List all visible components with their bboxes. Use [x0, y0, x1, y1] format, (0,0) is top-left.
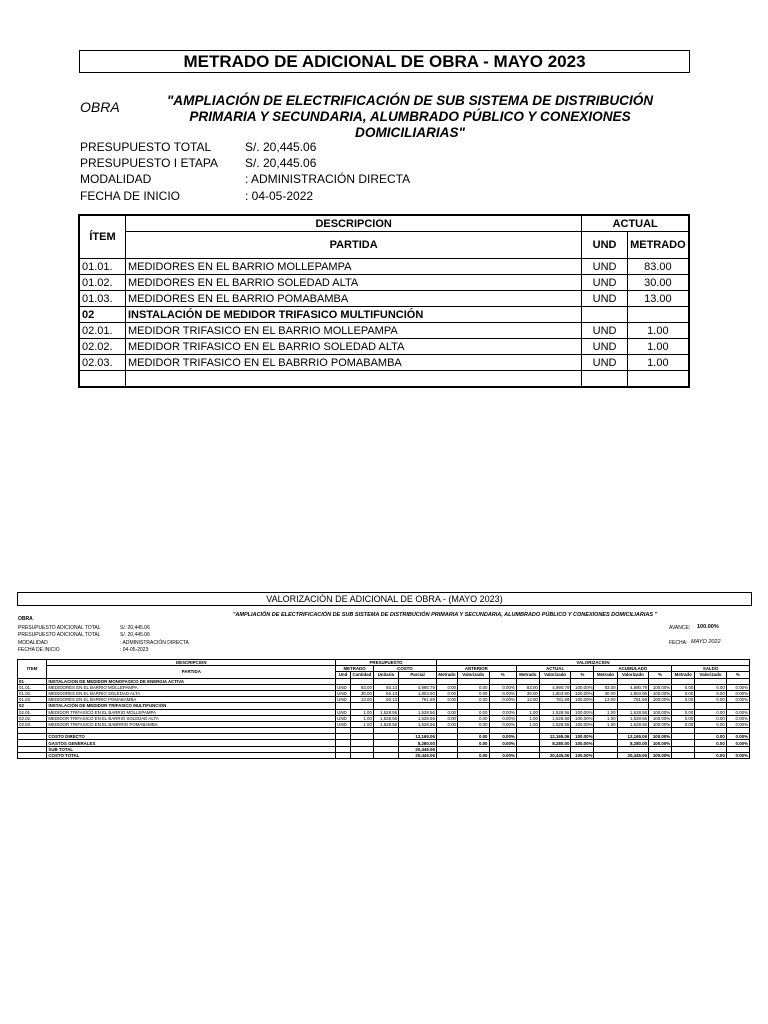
- vh-met-saldo: Metrado: [672, 672, 695, 678]
- val-cell: 0.00%: [726, 752, 749, 758]
- val-cell: 1,528.56: [617, 709, 649, 715]
- info-value-presupuesto-total: S/. 20,445.06: [245, 140, 317, 154]
- val-cell: 1,528.56: [539, 709, 571, 715]
- cell-partida: [125, 371, 581, 388]
- val-cell: 01.01.: [18, 684, 47, 690]
- val-cell: SUB TOTAL: [47, 746, 336, 752]
- cell-item: 02: [79, 307, 125, 323]
- val-cell: 0.00: [458, 697, 490, 703]
- val-cell: 0.00%: [489, 709, 516, 715]
- val-cell: 0.00: [458, 734, 490, 740]
- table-row: [79, 291, 689, 307]
- val-cell: 01.02.: [18, 690, 47, 696]
- val-cell: UND: [336, 697, 351, 703]
- cell-partida: MEDIDORES EN EL BARRIO SOLEDAD ALTA: [125, 275, 581, 291]
- cell-metrado: [627, 371, 689, 388]
- val-cell: 1,528.56: [617, 721, 649, 727]
- info-value-modalidad: : ADMINISTRACIÓN DIRECTA: [245, 172, 411, 186]
- val-cell: 13.00: [516, 697, 539, 703]
- val-cell: 1.00: [594, 721, 617, 727]
- val-cell: 0.00: [458, 684, 490, 690]
- val-cell: 0.00: [458, 740, 490, 746]
- header-descripcion: DESCRIPCION: [125, 215, 581, 232]
- vh-anterior: ANTERIOR: [436, 666, 516, 672]
- cell-metrado: 1.00: [627, 339, 689, 355]
- cell-und: UND: [582, 323, 627, 339]
- val-cell: 0.00: [458, 715, 490, 721]
- val-cell: 0.00: [436, 697, 457, 703]
- cell-und: UND: [582, 355, 627, 371]
- val-cell: 1,528.56: [373, 715, 398, 721]
- cell-item: 02.03.: [79, 355, 125, 371]
- vh-und: Und: [336, 672, 351, 678]
- val-cell: 100.00%: [571, 697, 594, 703]
- val-cell: 02.01.: [18, 709, 47, 715]
- cell-metrado: 30.00: [627, 275, 689, 291]
- val-cell: 1,528.56: [399, 721, 437, 727]
- val-cell: [18, 752, 47, 758]
- valorizacion-obra-label: OBRA: [18, 616, 33, 622]
- val-cell: 13.00: [594, 697, 617, 703]
- table-row: [79, 371, 689, 388]
- cell-metrado: [627, 307, 689, 323]
- val-cell: 1,528.56: [399, 709, 437, 715]
- val-cell: 02.03.: [18, 721, 47, 727]
- avance-label: AVANCE:: [669, 625, 691, 631]
- val-cell: 0.00: [695, 709, 727, 715]
- val-cell: 0.00%: [726, 709, 749, 715]
- val-cell: 0.00%: [489, 734, 516, 740]
- val-cell: 100.00%: [571, 690, 594, 696]
- vh-val-saldo: Valorizado: [695, 672, 727, 678]
- vh-met-actual: Metrado: [516, 672, 539, 678]
- val-cell: 1.00: [350, 709, 373, 715]
- val-cell: MEDIDORES EN EL BARRIO POMABAMBA: [47, 697, 336, 703]
- val-cell: 100.00%: [649, 709, 672, 715]
- val-cell: 0.00: [436, 684, 457, 690]
- val-cell: 0.00: [458, 690, 490, 696]
- val-cell: 0.00: [695, 690, 727, 696]
- val-cell: 0.00: [436, 709, 457, 715]
- val-cell: 30.00: [350, 690, 373, 696]
- table-row: [18, 721, 750, 727]
- val-cell: 1.00: [350, 721, 373, 727]
- val-cell: INSTALACIÓN DE MEDIDOR TRIFASICO MULTIFUNCIÓN: [47, 703, 336, 709]
- cell-metrado: 1.00: [627, 323, 689, 339]
- val-cell: 4,990.79: [399, 684, 437, 690]
- val-cell: 1,528.56: [399, 715, 437, 721]
- val-cell: COSTO TOTAL: [47, 752, 336, 758]
- val-cell: 0.00: [695, 684, 727, 690]
- cell-item: 02.01.: [79, 323, 125, 339]
- header-partida: PARTIDA: [125, 232, 581, 259]
- val-cell: 83.00: [516, 684, 539, 690]
- val-cell: 781.69: [617, 697, 649, 703]
- cell-partida: MEDIDOR TRIFASICO EN EL BARRIO MOLLEPAMPA: [125, 323, 581, 339]
- page-title: METRADO DE ADICIONAL DE OBRA - MAYO 2023: [79, 50, 690, 73]
- val-cell: 0.00: [458, 752, 490, 758]
- val-cell: 0.00%: [489, 690, 516, 696]
- table-row: [79, 307, 689, 323]
- val-cell: 100.00%: [571, 721, 594, 727]
- val-cell: 83.00: [350, 684, 373, 690]
- vh-met-anterior: Metrado: [438, 672, 456, 678]
- val-cell: 0.00: [672, 715, 695, 721]
- table-row: [79, 275, 689, 291]
- val-info-label-2: MODALIDAD: [18, 640, 48, 646]
- info-value-fecha-inicio: : 04-05-2022: [245, 189, 314, 203]
- val-cell: 83.00: [594, 684, 617, 690]
- val-cell: 12,165.06: [539, 734, 571, 740]
- val-cell: 0.00%: [489, 697, 516, 703]
- vh-met-acumulado: Metrado: [594, 672, 617, 678]
- val-cell: 60.13: [373, 697, 398, 703]
- vh-cantidad: Cantidad: [350, 672, 373, 678]
- vh-actual: ACTUAL: [516, 666, 594, 672]
- val-cell: 60.13: [373, 690, 398, 696]
- val-cell: MEDIDOR TRIFASICO EN EL BARRIO MOLLEPAMPA: [47, 709, 336, 715]
- val-info-value-2: : ADMINISTRACIÓN DIRECTA: [120, 640, 189, 646]
- val-cell: UND: [336, 690, 351, 696]
- val-info-label-3: FECHA DE INICIO: [18, 647, 60, 653]
- val-cell: 20,445.06: [399, 746, 437, 752]
- val-cell: 781.69: [539, 697, 571, 703]
- valorizacion-table: [17, 659, 750, 759]
- val-cell: MEDIDORES EN EL BARRIO SOLEDAD ALTA: [47, 690, 336, 696]
- val-cell: 1.00: [350, 715, 373, 721]
- val-cell: 1.00: [516, 715, 539, 721]
- val-cell: 0.00%: [489, 752, 516, 758]
- table-row: [79, 355, 689, 371]
- val-cell: 0.00: [436, 715, 457, 721]
- cell-metrado: 13.00: [627, 291, 689, 307]
- val-cell: 0.00: [458, 709, 490, 715]
- valorizacion-title: VALORIZACIÓN DE ADICIONAL DE OBRA - (MAYO 2023): [17, 592, 752, 606]
- cell-partida: MEDIDOR TRIFASICO EN EL BARRIO SOLEDAD ALTA: [125, 339, 581, 355]
- val-cell: 100.00%: [649, 721, 672, 727]
- vh-pct-acumulado: %: [649, 672, 672, 678]
- val-cell: 100.00%: [649, 740, 672, 746]
- cell-item: [79, 371, 125, 388]
- val-cell: 12,165.06: [399, 734, 437, 740]
- val-cell: 1,528.56: [373, 721, 398, 727]
- info-label-fecha-inicio: FECHA DE INICIO: [80, 189, 181, 203]
- val-cell: GASTOS GENERALES: [47, 740, 336, 746]
- val-cell: 30.00: [594, 690, 617, 696]
- val-cell: 0.00: [695, 740, 727, 746]
- val-cell: [594, 752, 617, 758]
- val-info-value-3: : 04-05-2023: [120, 647, 149, 653]
- val-cell: 1,803.90: [539, 690, 571, 696]
- val-cell: 20,445.06: [539, 752, 571, 758]
- val-cell: 1,528.56: [617, 715, 649, 721]
- cell-partida: INSTALACIÓN DE MEDIDOR TRIFASICO MULTIFUNCIÓN: [125, 307, 581, 323]
- val-cell: [350, 752, 373, 758]
- val-cell: 100.00%: [649, 684, 672, 690]
- metrado-table: [78, 214, 690, 388]
- val-cell: 0.00: [695, 697, 727, 703]
- val-cell: 100.00%: [571, 740, 594, 746]
- val-cell: 0.00%: [489, 684, 516, 690]
- val-cell: 100.00%: [649, 752, 672, 758]
- obra-description: "AMPLIACIÓN DE ELECTRIFICACIÓN DE SUB SISTEMA DE DISTRIBUCIÓN PRIMARIA Y SECUNDARIA, ALUMBRADO PÚBLICO Y CONEXIONES DOMICILIARIAS": [166, 93, 654, 140]
- val-cell: 1,528.56: [539, 715, 571, 721]
- vh-unitario: Unitario: [373, 672, 398, 678]
- val-cell: 8,280.00: [617, 740, 649, 746]
- val-cell: [516, 752, 539, 758]
- val-cell: 1.00: [516, 709, 539, 715]
- val-cell: 0.00: [695, 721, 727, 727]
- table-row: [79, 323, 689, 339]
- val-cell: 4,990.79: [617, 684, 649, 690]
- vh-metrado: METRADO: [336, 666, 374, 672]
- val-cell: 0.00%: [726, 715, 749, 721]
- cell-item: 01.03.: [79, 291, 125, 307]
- val-cell: MEDIDORES EN EL BARRIO MOLLEPAMPA: [47, 684, 336, 690]
- table-row: [79, 339, 689, 355]
- cell-und: UND: [582, 339, 627, 355]
- cell-und: UND: [582, 259, 627, 275]
- info-value-presupuesto-etapa: S/. 20,445.06: [245, 156, 317, 170]
- val-cell: 13.00: [350, 697, 373, 703]
- obra-label: OBRA: [80, 99, 120, 115]
- header-item: ÍTEM: [79, 215, 125, 259]
- val-cell: 100.00%: [649, 697, 672, 703]
- val-cell: [436, 752, 457, 758]
- val-cell: [373, 752, 398, 758]
- val-cell: 1.00: [594, 709, 617, 715]
- val-cell: UND: [336, 721, 351, 727]
- val-cell: MEDIDOR TRIFASICO EN EL BARRIO SOLEDAD ALTA: [47, 715, 336, 721]
- val-cell: 1,528.56: [373, 709, 398, 715]
- val-cell: 0.00: [672, 690, 695, 696]
- cell-item: 01.01.: [79, 259, 125, 275]
- val-cell: 01.03.: [18, 697, 47, 703]
- header-actual: ACTUAL: [582, 215, 689, 232]
- cell-item: 02.02.: [79, 339, 125, 355]
- val-cell: 0.00: [458, 721, 490, 727]
- header-metrado: METRADO: [627, 232, 689, 259]
- val-cell: 1.00: [594, 715, 617, 721]
- val-cell: 1.00: [516, 721, 539, 727]
- val-cell: COSTO DIRECTO: [47, 734, 336, 740]
- val-cell: 100.00%: [649, 690, 672, 696]
- vh-pct-saldo: %: [726, 672, 749, 678]
- val-cell: 4,990.79: [539, 684, 571, 690]
- val-cell: 0.00%: [726, 697, 749, 703]
- vh-val-actual: Valorizado: [539, 672, 571, 678]
- val-cell: 100.00%: [571, 684, 594, 690]
- cell-und: UND: [582, 275, 627, 291]
- vh-val-anterior: Valorizado: [458, 672, 490, 678]
- val-info-label-1: PRESUPUESTO ADICIONAL TOTAL: [18, 632, 101, 638]
- val-cell: 0.00: [436, 721, 457, 727]
- val-cell: 0.00: [672, 709, 695, 715]
- val-cell: 1,803.90: [617, 690, 649, 696]
- info-label-presupuesto-total: PRESUPUESTO TOTAL: [80, 140, 212, 154]
- val-cell: 0.00: [695, 734, 727, 740]
- cell-item: 01.02.: [79, 275, 125, 291]
- vh-val-acumulado: Valorizado: [617, 672, 649, 678]
- vh-descripcion: DESCRIPCION: [47, 660, 336, 666]
- cell-metrado: 1.00: [627, 355, 689, 371]
- val-cell: 100.00%: [571, 752, 594, 758]
- val-cell: 02: [18, 703, 47, 709]
- val-cell: 0.00%: [489, 721, 516, 727]
- val-cell: 01: [18, 678, 47, 684]
- valorizacion-obra-description: "AMPLIACIÓN DE ELECTRIFICACIÓN DE SUB SISTEMA DE DISTRIBUCIÓN PRIMARIA Y SECUNDARIA, ALUMBRADO PÚBLICO Y CONEXIONES DOMICILIARIAS ": [232, 612, 658, 618]
- vh-pct-actual: %: [571, 672, 594, 678]
- val-cell: 100.00%: [649, 734, 672, 740]
- val-cell: 0.00: [672, 721, 695, 727]
- val-cell: 0.00%: [489, 715, 516, 721]
- table-row: [18, 709, 750, 715]
- val-cell: 0.00%: [726, 721, 749, 727]
- info-label-modalidad: MODALIDAD: [80, 172, 152, 186]
- cell-und: [582, 371, 627, 388]
- val-cell: 1,528.56: [539, 721, 571, 727]
- val-cell: 8,280.00: [539, 740, 571, 746]
- val-cell: 0.00: [695, 715, 727, 721]
- vh-parcial: Parcial: [399, 672, 437, 678]
- val-cell: 0.00%: [726, 690, 749, 696]
- val-cell: 20,445.06: [617, 752, 649, 758]
- val-cell: UND: [336, 684, 351, 690]
- header-und: UND: [582, 232, 627, 259]
- val-cell: 100.00%: [571, 709, 594, 715]
- cell-partida: MEDIDORES EN EL BARRIO MOLLEPAMPA: [125, 259, 581, 275]
- val-cell: 0.00: [695, 752, 727, 758]
- val-cell: 8,280.00: [399, 740, 437, 746]
- fecha-value: MAYO 2022: [691, 639, 721, 645]
- val-cell: 0.00: [672, 684, 695, 690]
- vh-pct-anterior: %: [489, 672, 516, 678]
- vh-acumulado: ACUMULADO: [594, 666, 672, 672]
- val-info-value-1: S/. 20,445.06: [120, 632, 150, 638]
- val-info-label-0: PRESUPUESTO ADICIONAL TOTAL: [18, 625, 101, 631]
- val-cell: 0.00%: [726, 740, 749, 746]
- val-cell: 0.00: [436, 690, 457, 696]
- table-row: [18, 752, 750, 758]
- val-info-value-0: S/. 20,445.06: [120, 625, 150, 631]
- val-cell: 100.00%: [571, 734, 594, 740]
- cell-und: [582, 307, 627, 323]
- val-cell: INSTALACION DE MEDIDOR MONOFASICO DE ENERGIA ACTIVA: [47, 678, 336, 684]
- val-cell: 781.69: [399, 697, 437, 703]
- val-cell: UND: [336, 709, 351, 715]
- val-cell: 20,445.06: [399, 752, 437, 758]
- val-cell: 60.13: [373, 684, 398, 690]
- vh-presupuesto: PRESUPUESTO: [336, 660, 437, 666]
- val-cell: 0.00%: [726, 684, 749, 690]
- val-cell: 0.00%: [726, 734, 749, 740]
- val-cell: 30.00: [516, 690, 539, 696]
- vh-item: ITEM: [18, 660, 47, 679]
- vh-valorizacion: VALORIZACION: [436, 660, 749, 666]
- val-cell: UND: [336, 715, 351, 721]
- vh-costo: COSTO: [373, 666, 436, 672]
- val-cell: 02.02.: [18, 715, 47, 721]
- val-cell: [672, 752, 695, 758]
- val-cell: 100.00%: [649, 715, 672, 721]
- cell-partida: MEDIDORES EN EL BARRIO POMABAMBA: [125, 291, 581, 307]
- val-cell: 0.00: [672, 697, 695, 703]
- val-cell: MEDIDOR TRIFASICO EN EL BABRRIO POMABAMBA: [47, 721, 336, 727]
- vh-saldo: SALDO: [672, 666, 750, 672]
- fecha-label: FECHA:: [669, 640, 688, 646]
- val-cell: 0.00%: [489, 740, 516, 746]
- cell-partida: MEDIDOR TRIFASICO EN EL BABRRIO POMABAMBA: [125, 355, 581, 371]
- table-row: [18, 715, 750, 721]
- cell-metrado: 83.00: [627, 259, 689, 275]
- cell-und: UND: [582, 291, 627, 307]
- val-cell: 100.00%: [571, 715, 594, 721]
- info-label-presupuesto-etapa: PRESUPUESTO I ETAPA: [80, 156, 219, 170]
- val-cell: 1,803.90: [399, 690, 437, 696]
- val-cell: 12,165.06: [617, 734, 649, 740]
- val-cell: [336, 752, 351, 758]
- avance-value: 100.00%: [697, 624, 719, 630]
- table-row: [79, 259, 689, 275]
- vh-partida: PARTIDA: [47, 666, 336, 678]
